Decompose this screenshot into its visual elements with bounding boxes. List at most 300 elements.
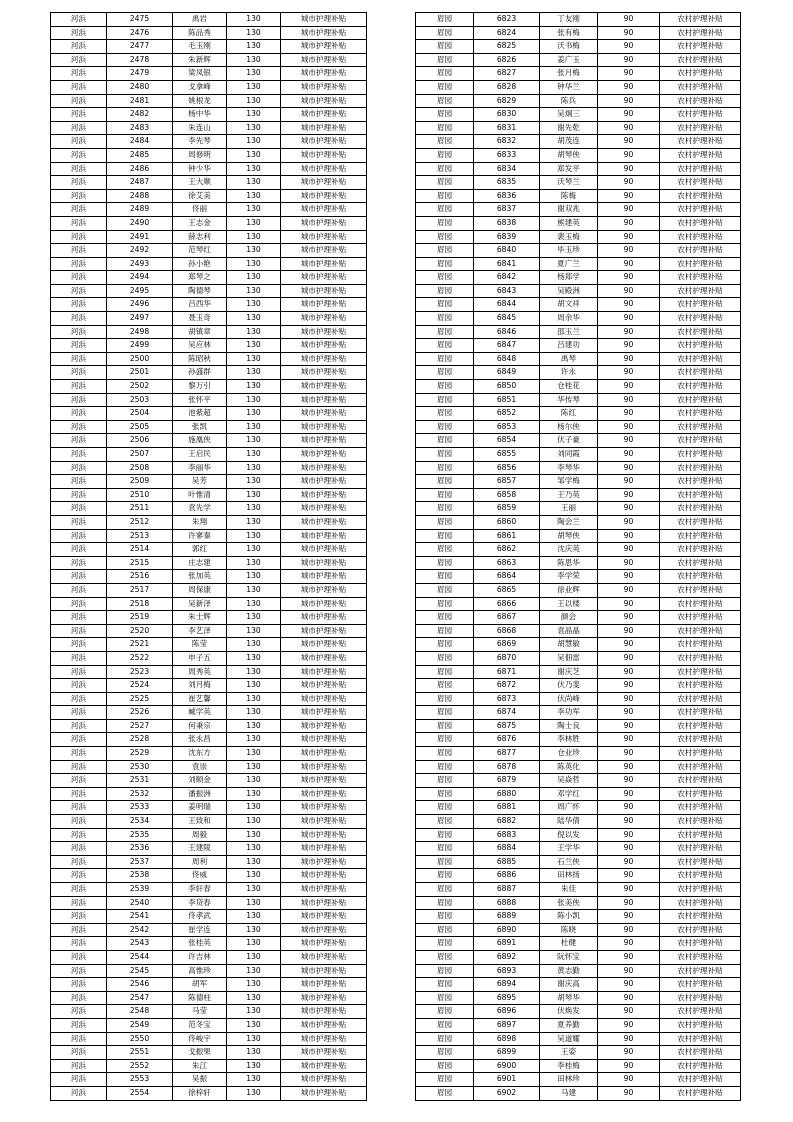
amount-cell: 130 [227, 475, 281, 489]
subsidy-type-cell: 城市护理补贴 [281, 787, 367, 801]
subsidy-type-cell: 城市护理补贴 [281, 978, 367, 992]
region-cell: 眉园 [416, 339, 474, 353]
name-cell: 钟少华 [173, 162, 227, 176]
subsidy-type-cell: 农村护理补贴 [660, 1073, 741, 1087]
name-cell: 胡琴侠 [540, 148, 598, 162]
number-cell: 2508 [107, 461, 173, 475]
table-row [416, 13, 741, 27]
region-cell: 眉园 [416, 80, 474, 94]
name-cell: 范琴红 [173, 244, 227, 258]
name-cell: 周广怀 [540, 801, 598, 815]
amount-cell: 130 [227, 733, 281, 747]
name-cell: 范冬宝 [173, 1018, 227, 1032]
subsidy-type-cell: 农村护理补贴 [660, 760, 741, 774]
subsidy-type-cell: 农村护理补贴 [660, 570, 741, 584]
region-cell: 河浜 [51, 121, 107, 135]
number-cell: 6902 [474, 1086, 540, 1100]
subsidy-type-cell: 农村护理补贴 [660, 706, 741, 720]
region-cell: 眉园 [416, 230, 474, 244]
amount-cell: 130 [227, 1018, 281, 1032]
subsidy-type-cell: 农村护理补贴 [660, 230, 741, 244]
subsidy-type-cell: 城市护理补贴 [281, 393, 367, 407]
amount-cell: 90 [598, 978, 660, 992]
number-cell: 2527 [107, 719, 173, 733]
subsidy-type-cell: 城市护理补贴 [281, 991, 367, 1005]
name-cell: 李艺泽 [173, 624, 227, 638]
number-cell: 6844 [474, 298, 540, 312]
name-cell: 王大顺 [173, 176, 227, 190]
region-cell: 河浜 [51, 611, 107, 625]
amount-cell: 90 [598, 733, 660, 747]
amount-cell: 90 [598, 40, 660, 54]
table-row [416, 611, 741, 625]
subsidy-type-cell: 城市护理补贴 [281, 760, 367, 774]
number-cell: 6831 [474, 121, 540, 135]
name-cell: 周秀英 [173, 665, 227, 679]
number-cell: 6841 [474, 257, 540, 271]
number-cell: 2482 [107, 108, 173, 122]
number-cell: 2533 [107, 801, 173, 815]
region-cell: 眉园 [416, 284, 474, 298]
name-cell: 周保康 [173, 583, 227, 597]
amount-cell: 130 [227, 461, 281, 475]
number-cell: 2494 [107, 271, 173, 285]
subsidy-type-cell: 农村护理补贴 [660, 896, 741, 910]
number-cell: 6894 [474, 978, 540, 992]
region-cell: 眉园 [416, 475, 474, 489]
amount-cell: 90 [598, 556, 660, 570]
region-cell: 眉园 [416, 855, 474, 869]
number-cell: 6824 [474, 26, 540, 40]
amount-cell: 130 [227, 747, 281, 761]
number-cell: 2476 [107, 26, 173, 40]
amount-cell: 90 [598, 26, 660, 40]
number-cell: 2524 [107, 679, 173, 693]
name-cell: 张凯 [173, 420, 227, 434]
region-cell: 河浜 [51, 108, 107, 122]
subsidy-type-cell: 城市护理补贴 [281, 665, 367, 679]
table-row [416, 679, 741, 693]
region-cell: 眉园 [416, 448, 474, 462]
region-cell: 河浜 [51, 1046, 107, 1060]
number-cell: 6849 [474, 366, 540, 380]
table-row [416, 638, 741, 652]
table-row [51, 719, 367, 733]
table-row [416, 162, 741, 176]
number-cell: 2536 [107, 842, 173, 856]
name-cell: 许吉林 [173, 950, 227, 964]
table-row [416, 869, 741, 883]
table-row [51, 638, 367, 652]
name-cell: 李桂梅 [540, 1059, 598, 1073]
amount-cell: 130 [227, 1005, 281, 1019]
subsidy-type-cell: 城市护理补贴 [281, 420, 367, 434]
subsidy-type-cell: 城市护理补贴 [281, 774, 367, 788]
region-cell: 河浜 [51, 747, 107, 761]
table-row [51, 352, 367, 366]
table-row [416, 230, 741, 244]
region-cell: 眉园 [416, 271, 474, 285]
amount-cell: 130 [227, 121, 281, 135]
amount-cell: 90 [598, 67, 660, 81]
name-cell: 吕建功 [540, 339, 598, 353]
amount-cell: 130 [227, 665, 281, 679]
table-row [51, 434, 367, 448]
table-row [416, 624, 741, 638]
name-cell: 田林珍 [540, 1073, 598, 1087]
subsidy-type-cell: 城市护理补贴 [281, 135, 367, 149]
amount-cell: 130 [227, 230, 281, 244]
table-row [51, 855, 367, 869]
subsidy-type-cell: 农村护理补贴 [660, 434, 741, 448]
table-row [416, 774, 741, 788]
amount-cell: 90 [598, 1005, 660, 1019]
region-cell: 河浜 [51, 529, 107, 543]
table-row [51, 13, 367, 27]
name-cell: 李琴华 [540, 461, 598, 475]
region-cell: 眉园 [416, 257, 474, 271]
subsidy-table-right [415, 12, 741, 1101]
name-cell: 佟孝武 [173, 910, 227, 924]
table-row [416, 67, 741, 81]
number-cell: 6857 [474, 475, 540, 489]
region-cell: 眉园 [416, 991, 474, 1005]
region-cell: 河浜 [51, 651, 107, 665]
region-cell: 河浜 [51, 339, 107, 353]
number-cell: 2506 [107, 434, 173, 448]
table-row [51, 1005, 367, 1019]
table-row [416, 991, 741, 1005]
region-cell: 眉园 [416, 1005, 474, 1019]
subsidy-type-cell: 城市护理补贴 [281, 692, 367, 706]
subsidy-type-cell: 城市护理补贴 [281, 747, 367, 761]
amount-cell: 130 [227, 583, 281, 597]
table-row [51, 679, 367, 693]
number-cell: 6883 [474, 828, 540, 842]
table-row [416, 815, 741, 829]
subsidy-type-cell: 农村护理补贴 [660, 189, 741, 203]
number-cell: 6871 [474, 665, 540, 679]
table-row [416, 448, 741, 462]
table-row [51, 94, 367, 108]
table-row [51, 1032, 367, 1046]
amount-cell: 130 [227, 1073, 281, 1087]
region-cell: 眉园 [416, 828, 474, 842]
region-cell: 眉园 [416, 529, 474, 543]
number-cell: 2499 [107, 339, 173, 353]
subsidy-type-cell: 城市护理补贴 [281, 950, 367, 964]
name-cell: 伏乃斐 [540, 679, 598, 693]
subsidy-type-cell: 农村护理补贴 [660, 611, 741, 625]
region-cell: 河浜 [51, 352, 107, 366]
amount-cell: 90 [598, 991, 660, 1005]
number-cell: 6855 [474, 448, 540, 462]
region-cell: 河浜 [51, 869, 107, 883]
subsidy-type-cell: 农村护理补贴 [660, 312, 741, 326]
table-row [416, 855, 741, 869]
subsidy-type-cell: 农村护理补贴 [660, 448, 741, 462]
subsidy-type-cell: 农村护理补贴 [660, 461, 741, 475]
subsidy-type-cell: 城市护理补贴 [281, 230, 367, 244]
name-cell: 沈东方 [173, 747, 227, 761]
subsidy-type-cell: 城市护理补贴 [281, 298, 367, 312]
region-cell: 河浜 [51, 230, 107, 244]
subsidy-type-cell: 农村护理补贴 [660, 257, 741, 271]
table-row [416, 719, 741, 733]
subsidy-type-cell: 农村护理补贴 [660, 923, 741, 937]
region-cell: 河浜 [51, 883, 107, 897]
name-cell: 张美侠 [540, 896, 598, 910]
region-cell: 眉园 [416, 434, 474, 448]
number-cell: 2518 [107, 597, 173, 611]
number-cell: 2510 [107, 488, 173, 502]
amount-cell: 90 [598, 380, 660, 394]
number-cell: 2502 [107, 380, 173, 394]
number-cell: 2531 [107, 774, 173, 788]
number-cell: 2535 [107, 828, 173, 842]
table-row [51, 176, 367, 190]
number-cell: 2503 [107, 393, 173, 407]
table-row [51, 896, 367, 910]
number-cell: 6874 [474, 706, 540, 720]
subsidy-type-cell: 农村护理补贴 [660, 842, 741, 856]
number-cell: 6898 [474, 1032, 540, 1046]
table-row [416, 597, 741, 611]
amount-cell: 130 [227, 991, 281, 1005]
table-row [51, 420, 367, 434]
region-cell: 眉园 [416, 40, 474, 54]
number-cell: 6893 [474, 964, 540, 978]
number-cell: 6899 [474, 1046, 540, 1060]
name-cell: 郑琴之 [173, 271, 227, 285]
number-cell: 6890 [474, 923, 540, 937]
region-cell: 眉园 [416, 407, 474, 421]
subsidy-type-cell: 农村护理补贴 [660, 543, 741, 557]
number-cell: 2551 [107, 1046, 173, 1060]
number-cell: 2489 [107, 203, 173, 217]
name-cell: 佟丽 [173, 203, 227, 217]
number-cell: 2479 [107, 67, 173, 81]
number-cell: 2523 [107, 665, 173, 679]
name-cell: 周余华 [540, 312, 598, 326]
region-cell: 眉园 [416, 869, 474, 883]
table-row [416, 216, 741, 230]
subsidy-type-cell: 农村护理补贴 [660, 624, 741, 638]
region-cell: 眉园 [416, 910, 474, 924]
number-cell: 2554 [107, 1086, 173, 1100]
subsidy-type-cell: 农村护理补贴 [660, 665, 741, 679]
number-cell: 6882 [474, 815, 540, 829]
number-cell: 2528 [107, 733, 173, 747]
subsidy-type-cell: 农村护理补贴 [660, 883, 741, 897]
table-row [416, 896, 741, 910]
subsidy-type-cell: 农村护理补贴 [660, 298, 741, 312]
subsidy-type-cell: 农村护理补贴 [660, 515, 741, 529]
number-cell: 6889 [474, 910, 540, 924]
amount-cell: 90 [598, 108, 660, 122]
name-cell: 王建陵 [173, 842, 227, 856]
number-cell: 2514 [107, 543, 173, 557]
number-cell: 6877 [474, 747, 540, 761]
region-cell: 河浜 [51, 26, 107, 40]
amount-cell: 90 [598, 706, 660, 720]
number-cell: 6858 [474, 488, 540, 502]
amount-cell: 130 [227, 1059, 281, 1073]
subsidy-type-cell: 城市护理补贴 [281, 733, 367, 747]
table-row [416, 407, 741, 421]
region-cell: 眉园 [416, 950, 474, 964]
table-row [416, 760, 741, 774]
number-cell: 2485 [107, 148, 173, 162]
table-row [416, 910, 741, 924]
subsidy-type-cell: 农村护理补贴 [660, 815, 741, 829]
region-cell: 眉园 [416, 244, 474, 258]
number-cell: 2537 [107, 855, 173, 869]
number-cell: 6864 [474, 570, 540, 584]
number-cell: 2484 [107, 135, 173, 149]
number-cell: 2490 [107, 216, 173, 230]
amount-cell: 130 [227, 108, 281, 122]
number-cell: 2511 [107, 502, 173, 516]
region-cell: 河浜 [51, 624, 107, 638]
number-cell: 6856 [474, 461, 540, 475]
subsidy-type-cell: 农村护理补贴 [660, 380, 741, 394]
amount-cell: 130 [227, 26, 281, 40]
subsidy-type-cell: 城市护理补贴 [281, 162, 367, 176]
region-cell: 河浜 [51, 407, 107, 421]
amount-cell: 130 [227, 420, 281, 434]
number-cell: 6879 [474, 774, 540, 788]
table-row [416, 1018, 741, 1032]
region-cell: 眉园 [416, 978, 474, 992]
name-cell: 吴炯三 [540, 108, 598, 122]
table-row [416, 189, 741, 203]
amount-cell: 90 [598, 896, 660, 910]
table-row [51, 380, 367, 394]
subsidy-type-cell: 农村护理补贴 [660, 869, 741, 883]
subsidy-type-cell: 农村护理补贴 [660, 801, 741, 815]
region-cell: 河浜 [51, 393, 107, 407]
region-cell: 眉园 [416, 135, 474, 149]
name-cell: 杨中华 [173, 108, 227, 122]
number-cell: 2519 [107, 611, 173, 625]
table-row [51, 1086, 367, 1100]
number-cell: 6847 [474, 339, 540, 353]
number-cell: 6880 [474, 787, 540, 801]
name-cell: 陈英化 [540, 760, 598, 774]
table-row [416, 733, 741, 747]
region-cell: 眉园 [416, 597, 474, 611]
subsidy-type-cell: 城市护理补贴 [281, 121, 367, 135]
subsidy-type-cell: 农村护理补贴 [660, 108, 741, 122]
number-cell: 2542 [107, 923, 173, 937]
name-cell: 马莹 [173, 1005, 227, 1019]
name-cell: 李功军 [540, 706, 598, 720]
number-cell: 2512 [107, 515, 173, 529]
number-cell: 6829 [474, 94, 540, 108]
name-cell: 郑发平 [540, 162, 598, 176]
table-row [51, 284, 367, 298]
region-cell: 眉园 [416, 53, 474, 67]
amount-cell: 90 [598, 624, 660, 638]
name-cell: 池紫超 [173, 407, 227, 421]
subsidy-type-cell: 农村护理补贴 [660, 271, 741, 285]
name-cell: 李先琴 [173, 135, 227, 149]
subsidy-type-cell: 农村护理补贴 [660, 502, 741, 516]
name-cell: 伏尚峰 [540, 692, 598, 706]
subsidy-type-cell: 城市护理补贴 [281, 815, 367, 829]
table-row [416, 53, 741, 67]
table-row [51, 53, 367, 67]
number-cell: 6878 [474, 760, 540, 774]
region-cell: 眉园 [416, 624, 474, 638]
name-cell: 张永昌 [173, 733, 227, 747]
table-row [416, 651, 741, 665]
number-cell: 2549 [107, 1018, 173, 1032]
subsidy-type-cell: 农村护理补贴 [660, 407, 741, 421]
number-cell: 2488 [107, 189, 173, 203]
amount-cell: 130 [227, 189, 281, 203]
subsidy-table-left [50, 12, 367, 1101]
name-cell: 谢先乾 [540, 121, 598, 135]
subsidy-type-cell: 城市护理补贴 [281, 312, 367, 326]
name-cell: 王姿 [540, 1046, 598, 1060]
number-cell: 2522 [107, 651, 173, 665]
amount-cell: 90 [598, 488, 660, 502]
subsidy-type-cell: 农村护理补贴 [660, 583, 741, 597]
region-cell: 眉园 [416, 1073, 474, 1087]
region-cell: 眉园 [416, 679, 474, 693]
amount-cell: 130 [227, 760, 281, 774]
amount-cell: 130 [227, 67, 281, 81]
amount-cell: 90 [598, 244, 660, 258]
table-row [51, 869, 367, 883]
table-row [51, 1018, 367, 1032]
region-cell: 眉园 [416, 312, 474, 326]
subsidy-type-cell: 城市护理补贴 [281, 529, 367, 543]
region-cell: 河浜 [51, 760, 107, 774]
table-row [416, 94, 741, 108]
number-cell: 6843 [474, 284, 540, 298]
subsidy-type-cell: 农村护理补贴 [660, 176, 741, 190]
table-row [51, 312, 367, 326]
subsidy-type-cell: 农村护理补贴 [660, 529, 741, 543]
name-cell: 黎万引 [173, 380, 227, 394]
amount-cell: 130 [227, 407, 281, 421]
table-row [51, 692, 367, 706]
number-cell: 6887 [474, 883, 540, 897]
subsidy-type-cell: 城市护理补贴 [281, 1086, 367, 1100]
number-cell: 6838 [474, 216, 540, 230]
number-cell: 6863 [474, 556, 540, 570]
name-cell: 崔学连 [173, 923, 227, 937]
subsidy-type-cell: 城市护理补贴 [281, 67, 367, 81]
name-cell: 陶会兰 [540, 515, 598, 529]
name-cell: 石兰侠 [540, 855, 598, 869]
name-cell: 沈庆英 [540, 543, 598, 557]
subsidy-table-left-body [51, 13, 367, 1101]
subsidy-type-cell: 农村护理补贴 [660, 40, 741, 54]
name-cell: 伏焕发 [540, 1005, 598, 1019]
table-row [51, 203, 367, 217]
region-cell: 河浜 [51, 67, 107, 81]
subsidy-type-cell: 城市护理补贴 [281, 448, 367, 462]
number-cell: 6897 [474, 1018, 540, 1032]
table-row [416, 950, 741, 964]
table-row [51, 964, 367, 978]
subsidy-type-cell: 城市护理补贴 [281, 325, 367, 339]
table-row [416, 488, 741, 502]
